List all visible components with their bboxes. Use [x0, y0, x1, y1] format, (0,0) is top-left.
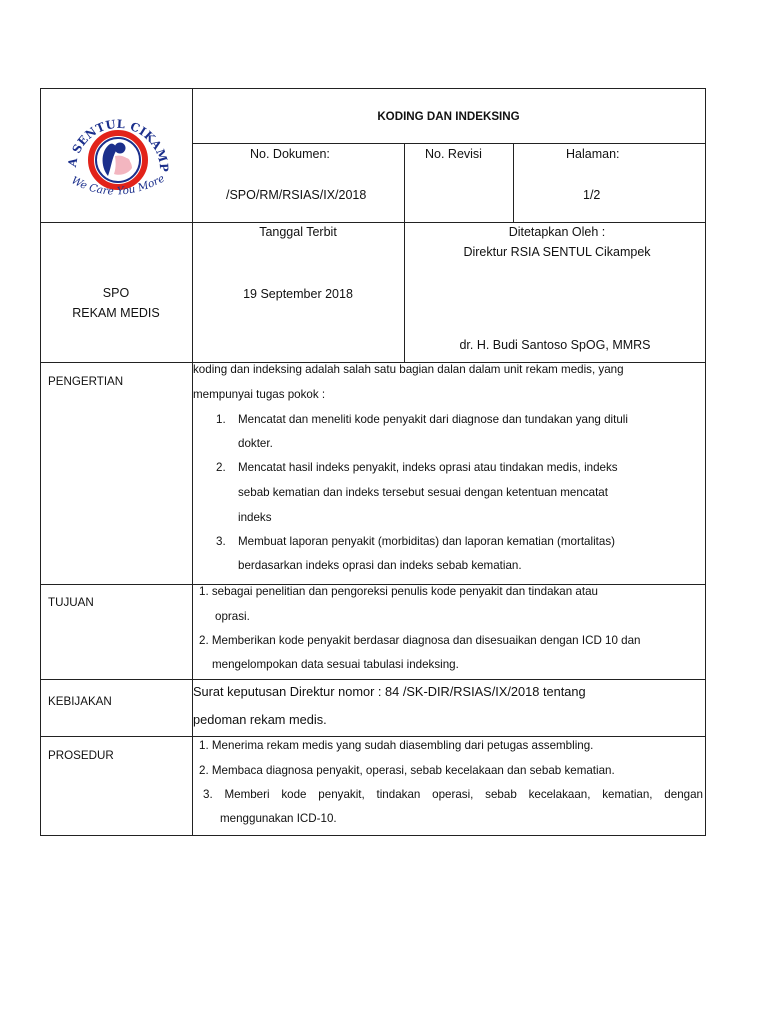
prosedur-step-2: 2. Membaca diagnosa penyakit, operasi, sebab kecelakaan dan sebab kematian. — [199, 764, 615, 777]
tujuan-point-1-line2: oprasi. — [215, 610, 250, 623]
prosedur-step-3-line2: menggunakan ICD-10. — [220, 812, 337, 825]
pengertian-item-2-number: 2. — [216, 461, 226, 474]
tujuan-point-1-line1: 1. sebagai penelitian dan pengoreksi penulis kode penyakit dan tindakan atau — [199, 585, 598, 598]
pengertian-item-2-line2: sebab kematian dan indeks tersebut sesuai dengan ketentuan mencatat — [238, 486, 608, 499]
no-dokumen-label: No. Dokumen: — [250, 147, 330, 161]
prosedur-step-3: 3. Memberi kode penyakit, tindakan operasi, sebab kecelakaan, kematian, dengan — [203, 788, 703, 801]
logo-arc-text: A SENTUL CIKAMP — [64, 116, 172, 173]
col-divider-halaman — [513, 143, 514, 223]
border-top — [40, 88, 706, 89]
border-left — [40, 88, 41, 836]
pengertian-item-3-number: 3. — [216, 535, 226, 548]
pengertian-item-2-line3: indeks — [238, 511, 272, 524]
tanggal-terbit-label: Tanggal Terbit — [259, 225, 337, 239]
doc-type-spo: SPO — [102, 286, 130, 300]
logo-emblem-icon — [54, 104, 178, 210]
tanggal-terbit-value: 19 September 2018 — [243, 287, 353, 301]
label-kebijakan: KEBIJAKAN — [48, 695, 112, 708]
border-right — [705, 88, 706, 836]
row-divider-title — [192, 143, 706, 144]
kebijakan-line2: pedoman rekam medis. — [193, 712, 327, 727]
ditetapkan-oleh-label: Ditetapkan Oleh : — [508, 225, 606, 239]
pengertian-item-3-line1: Membuat laporan penyakit (morbiditas) dan laporan kematian (mortalitas) — [238, 535, 615, 548]
tujuan-point-2-line1: 2. Memberikan kode penyakit berdasar diagnosa dan disesuaikan dengan ICD 10 dan — [199, 634, 641, 647]
row-divider-kebijakan — [40, 736, 706, 737]
label-prosedur: PROSEDUR — [48, 749, 114, 762]
hospital-logo — [54, 104, 178, 210]
label-tujuan: TUJUAN — [48, 596, 94, 609]
pengertian-item-2-line1: Mencatat hasil indeks penyakit, indeks oprasi atau tindakan medis, indeks — [238, 461, 618, 474]
halaman-label: Halaman: — [566, 147, 620, 161]
pengertian-item-1-line2: dokter. — [238, 437, 273, 450]
pengertian-line1: koding dan indeksing adalah salah satu bagian dalan dalam unit rekam medis, yang — [193, 363, 624, 376]
document-title: KODING DAN INDEKSING — [377, 110, 520, 123]
row-divider-logo — [40, 222, 706, 223]
pengertian-item-1-line1: Mencatat dan meneliti kode penyakit dari diagnose dan tundakan yang dituli — [238, 413, 628, 426]
no-revisi-label: No. Revisi — [425, 147, 482, 161]
prosedur-step-1: 1. Menerima rekam medis yang sudah diasembling dari petugas assembling. — [199, 739, 594, 752]
signatory-name: dr. H. Budi Santoso SpOG, MMRS — [459, 338, 651, 352]
tujuan-point-2-line2: mengelompokan data sesuai tabulasi indeksing. — [212, 658, 459, 671]
pengertian-item-3-line2: berdasarkan indeks oprasi dan indeks sebab kematian. — [238, 559, 522, 572]
border-bottom — [40, 835, 706, 836]
row-divider-tujuan — [40, 679, 706, 680]
no-dokumen-value: /SPO/RM/RSIAS/IX/2018 — [226, 188, 367, 202]
pengertian-line2: mempunyai tugas pokok : — [193, 388, 326, 401]
kebijakan-line1: Surat keputusan Direktur nomor : 84 /SK-DIR/RSIAS/IX/2018 tentang — [193, 684, 586, 699]
logo-tagline: We Care You More — [69, 172, 167, 198]
pengertian-item-1-number: 1. — [216, 413, 226, 426]
doc-type-rekam-medis: REKAM MEDIS — [72, 306, 160, 320]
label-pengertian: PENGERTIAN — [48, 375, 124, 388]
halaman-value: 1/2 — [583, 188, 601, 202]
ditetapkan-oleh-name: Direktur RSIA SENTUL Cikampek — [463, 245, 651, 259]
